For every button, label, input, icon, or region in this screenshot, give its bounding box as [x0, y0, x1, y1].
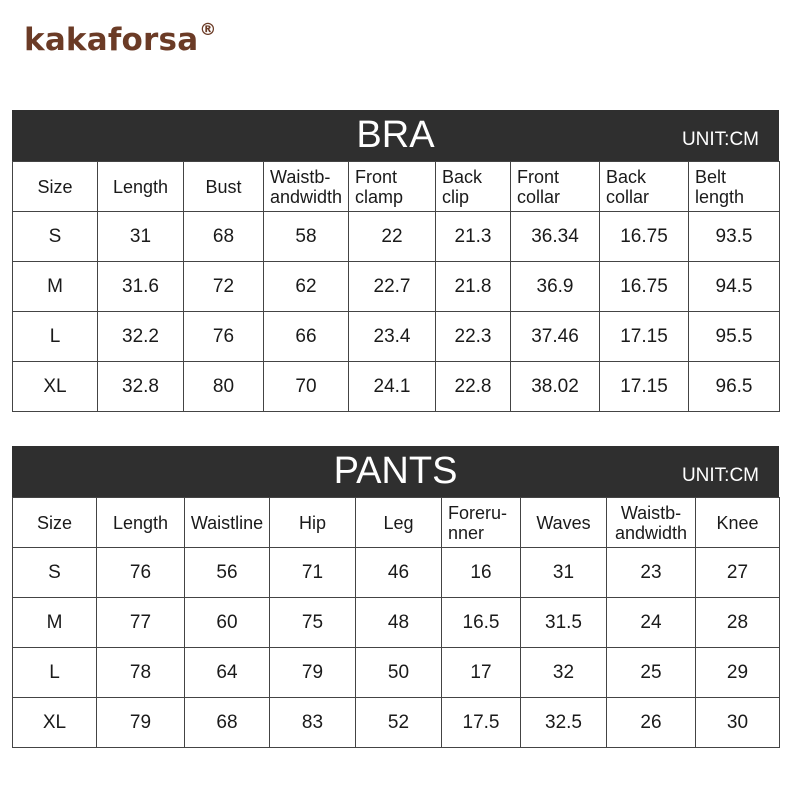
table-cell: S: [13, 212, 98, 262]
table-cell: 17.15: [600, 362, 689, 412]
pants-header-text: Foreru-: [448, 502, 508, 523]
table-cell: 29: [696, 648, 780, 698]
bra-size-chart: [12, 110, 779, 412]
table-row: [13, 262, 780, 312]
table-cell: 31.5: [521, 598, 607, 648]
table-cell: 36.9: [511, 262, 600, 312]
table-row: [13, 648, 780, 698]
pants-column-header: [442, 498, 521, 548]
bra-header-text: Front: [355, 166, 398, 187]
bra-header-text: Waistb-: [270, 166, 331, 187]
table-cell: 31: [98, 212, 184, 262]
table-cell: 26: [607, 698, 696, 748]
bra-size-table: [12, 161, 780, 412]
table-cell: 16.5: [442, 598, 521, 648]
table-cell: 31.6: [98, 262, 184, 312]
pants-header-text: Waistb-: [620, 502, 682, 523]
pants-column-header: [356, 498, 442, 548]
table-cell: 48: [356, 598, 442, 648]
table-cell: 27: [696, 548, 780, 598]
table-cell: 16: [442, 548, 521, 598]
table-cell: 95.5: [689, 312, 780, 362]
table-cell: 23.4: [349, 312, 436, 362]
table-row: [13, 698, 780, 748]
table-row: [13, 212, 780, 262]
pants-header-text: Hip: [298, 512, 326, 533]
pants-size-chart: [12, 446, 779, 748]
table-cell: 22.3: [436, 312, 511, 362]
pants-column-header: [521, 498, 607, 548]
table-cell: M: [13, 262, 98, 312]
bra-title: BRA: [356, 114, 435, 156]
bra-column-header: [436, 162, 511, 212]
table-cell: 16.75: [600, 212, 689, 262]
pants-banner: [12, 446, 779, 497]
table-cell: 94.5: [689, 262, 780, 312]
table-cell: 32.2: [98, 312, 184, 362]
table-cell: 16.75: [600, 262, 689, 312]
bra-header-text: Length: [112, 176, 169, 197]
table-cell: 76: [184, 312, 264, 362]
table-cell: 38.02: [511, 362, 600, 412]
table-cell: 64: [185, 648, 270, 698]
table-cell: 62: [264, 262, 349, 312]
bra-column-header: [98, 162, 184, 212]
pants-title: PANTS: [333, 450, 458, 492]
pants-header-text: Waves: [536, 512, 591, 533]
table-cell: 31: [521, 548, 607, 598]
bra-header-text: andwidth: [270, 186, 343, 207]
table-cell: 96.5: [689, 362, 780, 412]
pants-header-text: Size: [36, 512, 72, 533]
table-cell: 46: [356, 548, 442, 598]
table-cell: 79: [97, 698, 185, 748]
bra-header-text: Bust: [205, 176, 242, 197]
table-cell: S: [13, 548, 97, 598]
pants-header-row: [13, 498, 780, 548]
table-cell: 68: [185, 698, 270, 748]
table-cell: 77: [97, 598, 185, 648]
bra-header-text: Size: [37, 176, 73, 197]
bra-column-header: [13, 162, 98, 212]
table-cell: 70: [264, 362, 349, 412]
table-cell: 75: [270, 598, 356, 648]
table-cell: 32: [521, 648, 607, 698]
table-cell: 58: [264, 212, 349, 262]
pants-size-table: [12, 497, 780, 748]
table-cell: 50: [356, 648, 442, 698]
bra-header-text: Front: [517, 166, 560, 187]
table-cell: 24.1: [349, 362, 436, 412]
bra-unit-label: UNIT:CM: [681, 129, 759, 150]
table-cell: L: [13, 312, 98, 362]
pants-column-header: [97, 498, 185, 548]
table-row: [13, 362, 780, 412]
table-cell: 23: [607, 548, 696, 598]
table-cell: 22.7: [349, 262, 436, 312]
table-cell: 56: [185, 548, 270, 598]
table-cell: 66: [264, 312, 349, 362]
pants-header-text: andwidth: [614, 522, 688, 543]
brand-name: kakaforsa: [24, 22, 199, 58]
pants-header-text: Knee: [716, 512, 759, 533]
table-cell: 32.8: [98, 362, 184, 412]
bra-header-text: Belt: [695, 166, 727, 187]
table-cell: XL: [13, 698, 97, 748]
table-row: [13, 312, 780, 362]
pants-header-text: Waistline: [190, 512, 264, 533]
table-cell: 93.5: [689, 212, 780, 262]
bra-header-text: clip: [442, 186, 470, 207]
bra-header-text: collar: [606, 186, 650, 207]
table-cell: L: [13, 648, 97, 698]
table-cell: 17.5: [442, 698, 521, 748]
bra-column-header: [264, 162, 349, 212]
table-cell: 80: [184, 362, 264, 412]
pants-column-header: [270, 498, 356, 548]
pants-header-text: nner: [448, 522, 485, 543]
table-cell: 72: [184, 262, 264, 312]
table-cell: 28: [696, 598, 780, 648]
bra-column-header: [184, 162, 264, 212]
bra-header-text: length: [695, 186, 745, 207]
table-cell: 60: [185, 598, 270, 648]
table-cell: 32.5: [521, 698, 607, 748]
table-cell: 71: [270, 548, 356, 598]
table-cell: XL: [13, 362, 98, 412]
table-cell: 79: [270, 648, 356, 698]
table-cell: 36.34: [511, 212, 600, 262]
table-cell: 37.46: [511, 312, 600, 362]
table-cell: 17: [442, 648, 521, 698]
pants-header-text: Leg: [383, 512, 414, 533]
table-row: [13, 548, 780, 598]
table-cell: 22.8: [436, 362, 511, 412]
pants-column-header: [185, 498, 270, 548]
table-row: [13, 598, 780, 648]
table-cell: 17.15: [600, 312, 689, 362]
bra-header-row: [13, 162, 780, 212]
bra-header-text: Back: [442, 166, 483, 187]
registered-mark: ®: [199, 20, 217, 40]
table-cell: 78: [97, 648, 185, 698]
bra-column-header: [511, 162, 600, 212]
table-cell: 21.3: [436, 212, 511, 262]
table-cell: 76: [97, 548, 185, 598]
bra-header-text: clamp: [355, 186, 404, 207]
pants-unit-label: UNIT:CM: [681, 465, 759, 486]
bra-column-header: [349, 162, 436, 212]
bra-column-header: [600, 162, 689, 212]
pants-column-header: [13, 498, 97, 548]
bra-header-text: collar: [517, 186, 561, 207]
table-cell: 30: [696, 698, 780, 748]
table-cell: 24: [607, 598, 696, 648]
pants-header-text: Length: [112, 512, 169, 533]
bra-banner: [12, 110, 779, 161]
table-cell: 21.8: [436, 262, 511, 312]
table-cell: 22: [349, 212, 436, 262]
table-cell: M: [13, 598, 97, 648]
table-cell: 83: [270, 698, 356, 748]
bra-header-text: Back: [606, 166, 647, 187]
table-cell: 68: [184, 212, 264, 262]
table-cell: 52: [356, 698, 442, 748]
table-cell: 25: [607, 648, 696, 698]
brand-logo: [24, 20, 217, 58]
